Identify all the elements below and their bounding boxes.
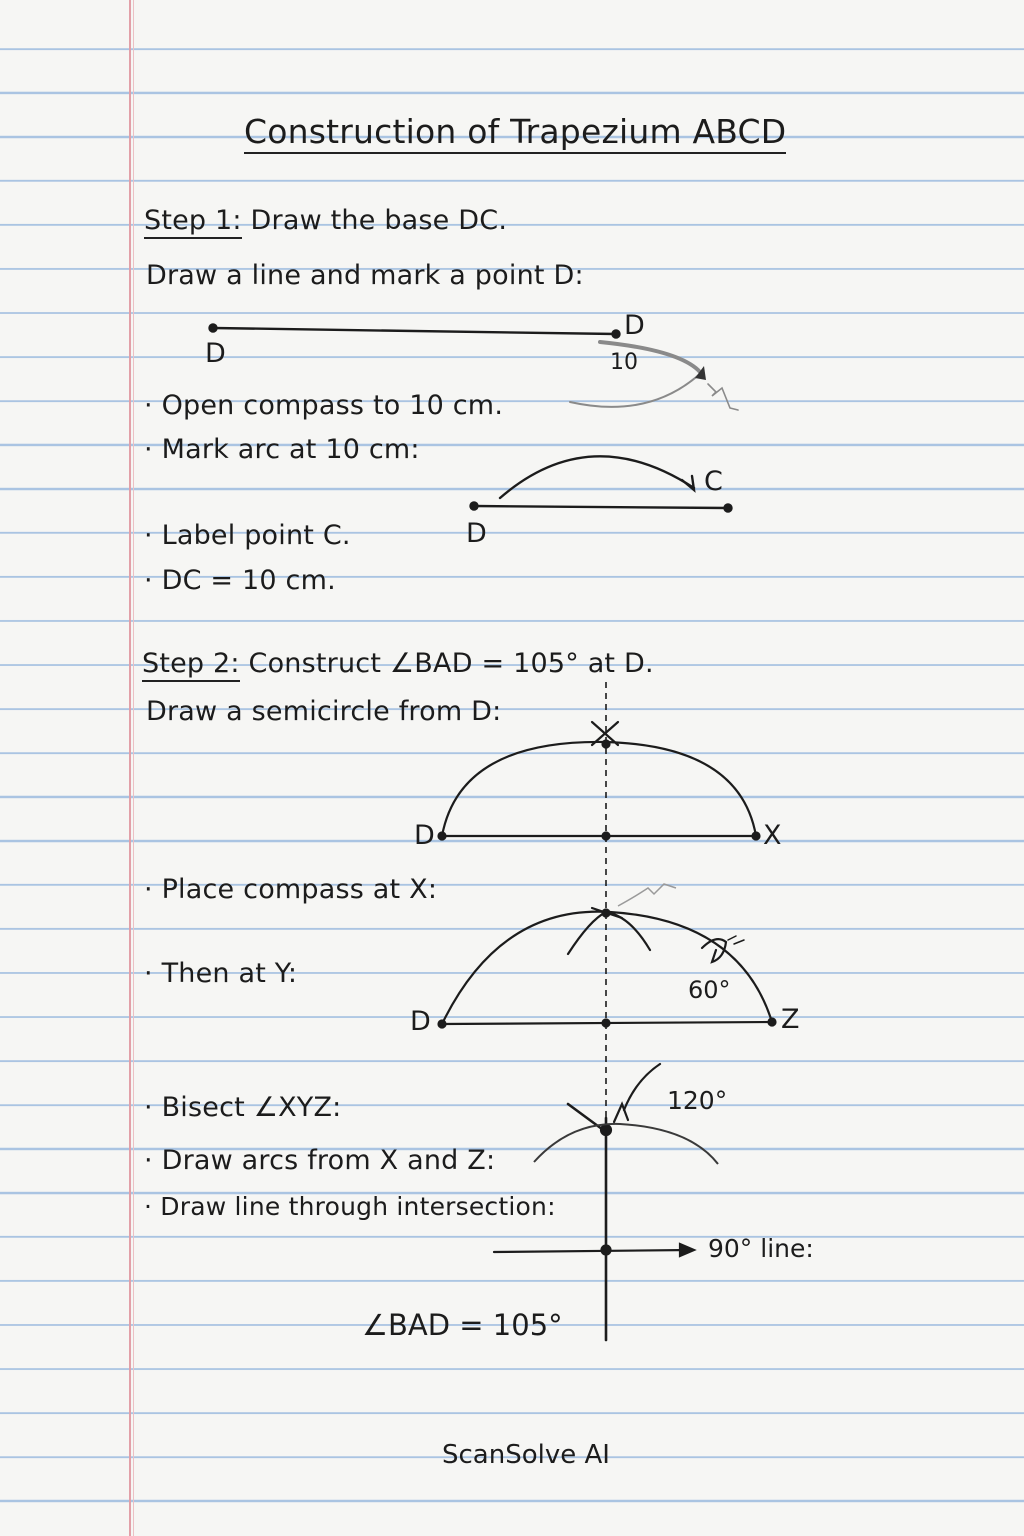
bullet-then-y: · Then at Y: (144, 958, 298, 989)
point-d-left (210, 325, 217, 332)
angle-hook-tick (728, 936, 744, 944)
pencil-scribble-2 (618, 884, 676, 906)
step1-heading-text: Draw the base DC. (250, 205, 508, 236)
bullet-mark-arc: · Mark arc at 10 cm: (144, 434, 420, 465)
intersection-point (601, 1125, 611, 1135)
point-c (725, 505, 732, 512)
semicircle-point-d (439, 833, 446, 840)
angle-60-label: 60° (688, 976, 731, 1004)
semicircle-point-top (603, 741, 610, 748)
result-angle: ∠BAD = 105° (362, 1308, 563, 1342)
fig1-mark-10: 10 (610, 350, 638, 375)
bullet-text: DC = 10 cm. (161, 565, 336, 596)
point-d (471, 503, 478, 510)
arc-10cm (500, 456, 694, 498)
semicircle-label-d: D (414, 820, 435, 851)
pencil-arc-upper (600, 342, 700, 372)
step1-label: Step 1: (144, 205, 242, 239)
bullet-dc-length: · DC = 10 cm. (144, 565, 336, 596)
step1-instruction: Draw a line and mark a point D: (146, 260, 584, 291)
base-line-1 (213, 328, 616, 334)
fig1-label-d-left: D (205, 338, 226, 369)
page-title: Construction of Trapezium ABCD (244, 112, 786, 154)
bullet-label-c: · Label point C. (144, 520, 351, 551)
pencil-arc-lower (570, 372, 702, 407)
line-90-arrow (680, 1244, 694, 1256)
line-90-point (602, 1246, 611, 1255)
fig1-label-d-right: D (624, 310, 645, 341)
bullet-text: Open compass to 10 cm. (161, 390, 504, 421)
step2-heading-text: Construct ∠BAD = 105° at D. (248, 648, 654, 679)
bullet-text: Mark arc at 10 cm: (161, 434, 420, 465)
bullet-text: Draw line through intersection: (160, 1192, 556, 1221)
bullet-open-compass: · Open compass to 10 cm. (144, 390, 504, 421)
arc2-point-z (769, 1019, 776, 1026)
arc2-label-z: Z (781, 1004, 800, 1035)
semicircle-point-x (753, 833, 760, 840)
bullet-text: Draw arcs from X and Z: (161, 1145, 496, 1176)
bullet-text: Then at Y: (161, 958, 298, 989)
bullet-text: Label point C. (161, 520, 351, 551)
fig2-label-c: C (704, 466, 723, 497)
pencil-scribble (708, 384, 738, 410)
bullet-text: Place compass at X: (161, 874, 438, 905)
angle-120-label: 120° (667, 1086, 728, 1115)
arc2-crossing (568, 912, 650, 954)
point-d-right (613, 331, 620, 338)
arc2-main (442, 912, 772, 1024)
semicircle-label-x: X (763, 820, 782, 851)
arc2-point-d (439, 1021, 446, 1028)
arc2-label-d: D (410, 1006, 431, 1037)
step2-instruction: Draw a semicircle from D: (146, 696, 502, 727)
semicircle-point-mid (603, 833, 610, 840)
bullet-text: Bisect ∠XYZ: (161, 1092, 342, 1123)
semicircle-arc (442, 742, 756, 836)
arc2-point-top (603, 910, 610, 917)
base-line-dc (474, 506, 728, 508)
footer-brand: ScanSolve AI (442, 1440, 610, 1470)
arc-120-line (624, 1064, 660, 1110)
bullet-bisect: · Bisect ∠XYZ: (144, 1092, 342, 1123)
step2-label: Step 2: (142, 648, 240, 682)
arc2-point-mid (603, 1020, 610, 1027)
bullet-draw-arcs: · Draw arcs from X and Z: (144, 1145, 496, 1176)
line-90 (494, 1250, 690, 1252)
bullet-draw-line: · Draw line through intersection: (144, 1192, 556, 1221)
fig2-label-d: D (466, 518, 487, 549)
line-90-label: 90° line: (708, 1234, 814, 1263)
bisect-arcs (534, 1124, 718, 1164)
bullet-place-compass: · Place compass at X: (144, 874, 438, 905)
